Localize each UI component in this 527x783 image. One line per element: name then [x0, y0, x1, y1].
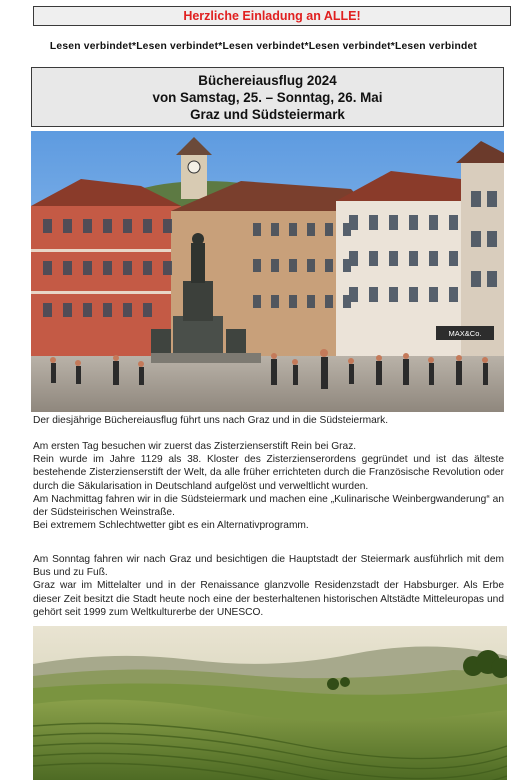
day1-paragraph-3: Am Nachmittag fahren wir in die Südsteiermark und machen eine „Kulinarische Weinbergwanderung“ an der Südsteirischen Weinstraße. — [33, 493, 504, 519]
day1-paragraph-2: Rein wurde im Jahre 1129 als 38. Kloster des Zisterzienserordens gegründet und ist das älteste bestehende Zisterzienserstift der Welt, da alle früher errichteten durch die Französische Revolution oder durch die Säkularisation in Deutschland aufgelöst und verweltlicht wurden. — [33, 454, 504, 492]
shop-sign-text: MAX&Co. — [448, 329, 482, 338]
motto-line: Lesen verbindet*Lesen verbindet*Lesen verbindet*Lesen verbindet*Lesen verbindet — [49, 41, 478, 52]
event-destination: Graz und Südsteiermark — [190, 106, 345, 122]
intro-text — [33, 414, 504, 427]
day2-paragraph-2: Graz war im Mittelalter und in der Renaissance glanzvolle Residenzstadt der Habsburger. Als Erbe dieser Zeit besitzt die Stadt heute noch eine der besterhaltenen historischen Altstädte Mitteleuropas und gehört seit 1999 zum Weltkulturerbe der UNESCO. — [33, 580, 504, 618]
invitation-banner — [33, 6, 511, 26]
graz-main-square-photo — [31, 131, 504, 412]
day1-section — [33, 440, 504, 532]
invitation-text: Herzliche Einladung an ALLE! — [183, 9, 361, 23]
day2-section — [33, 553, 504, 619]
event-title: Büchereiausflug 2024 — [198, 72, 337, 88]
title-box — [31, 67, 504, 127]
day1-paragraph-1: Am ersten Tag besuchen wir zuerst das Zisterzienserstift Rein bei Graz. — [33, 441, 357, 452]
vineyard-landscape-photo — [33, 626, 507, 780]
intro-paragraph: Der diesjährige Büchereiausflug führt uns nach Graz und in die Südsteiermark. — [33, 415, 389, 426]
day2-paragraph-1: Am Sonntag fahren wir nach Graz und besichtigen die Hauptstadt der Steiermark ausführlich mit dem Bus und zu Fuß. — [33, 554, 504, 579]
day1-paragraph-4: Bei extremem Schlechtwetter gibt es ein Alternativprogramm. — [33, 520, 309, 532]
event-dates: von Samstag, 25. – Sonntag, 26. Mai — [152, 89, 383, 105]
